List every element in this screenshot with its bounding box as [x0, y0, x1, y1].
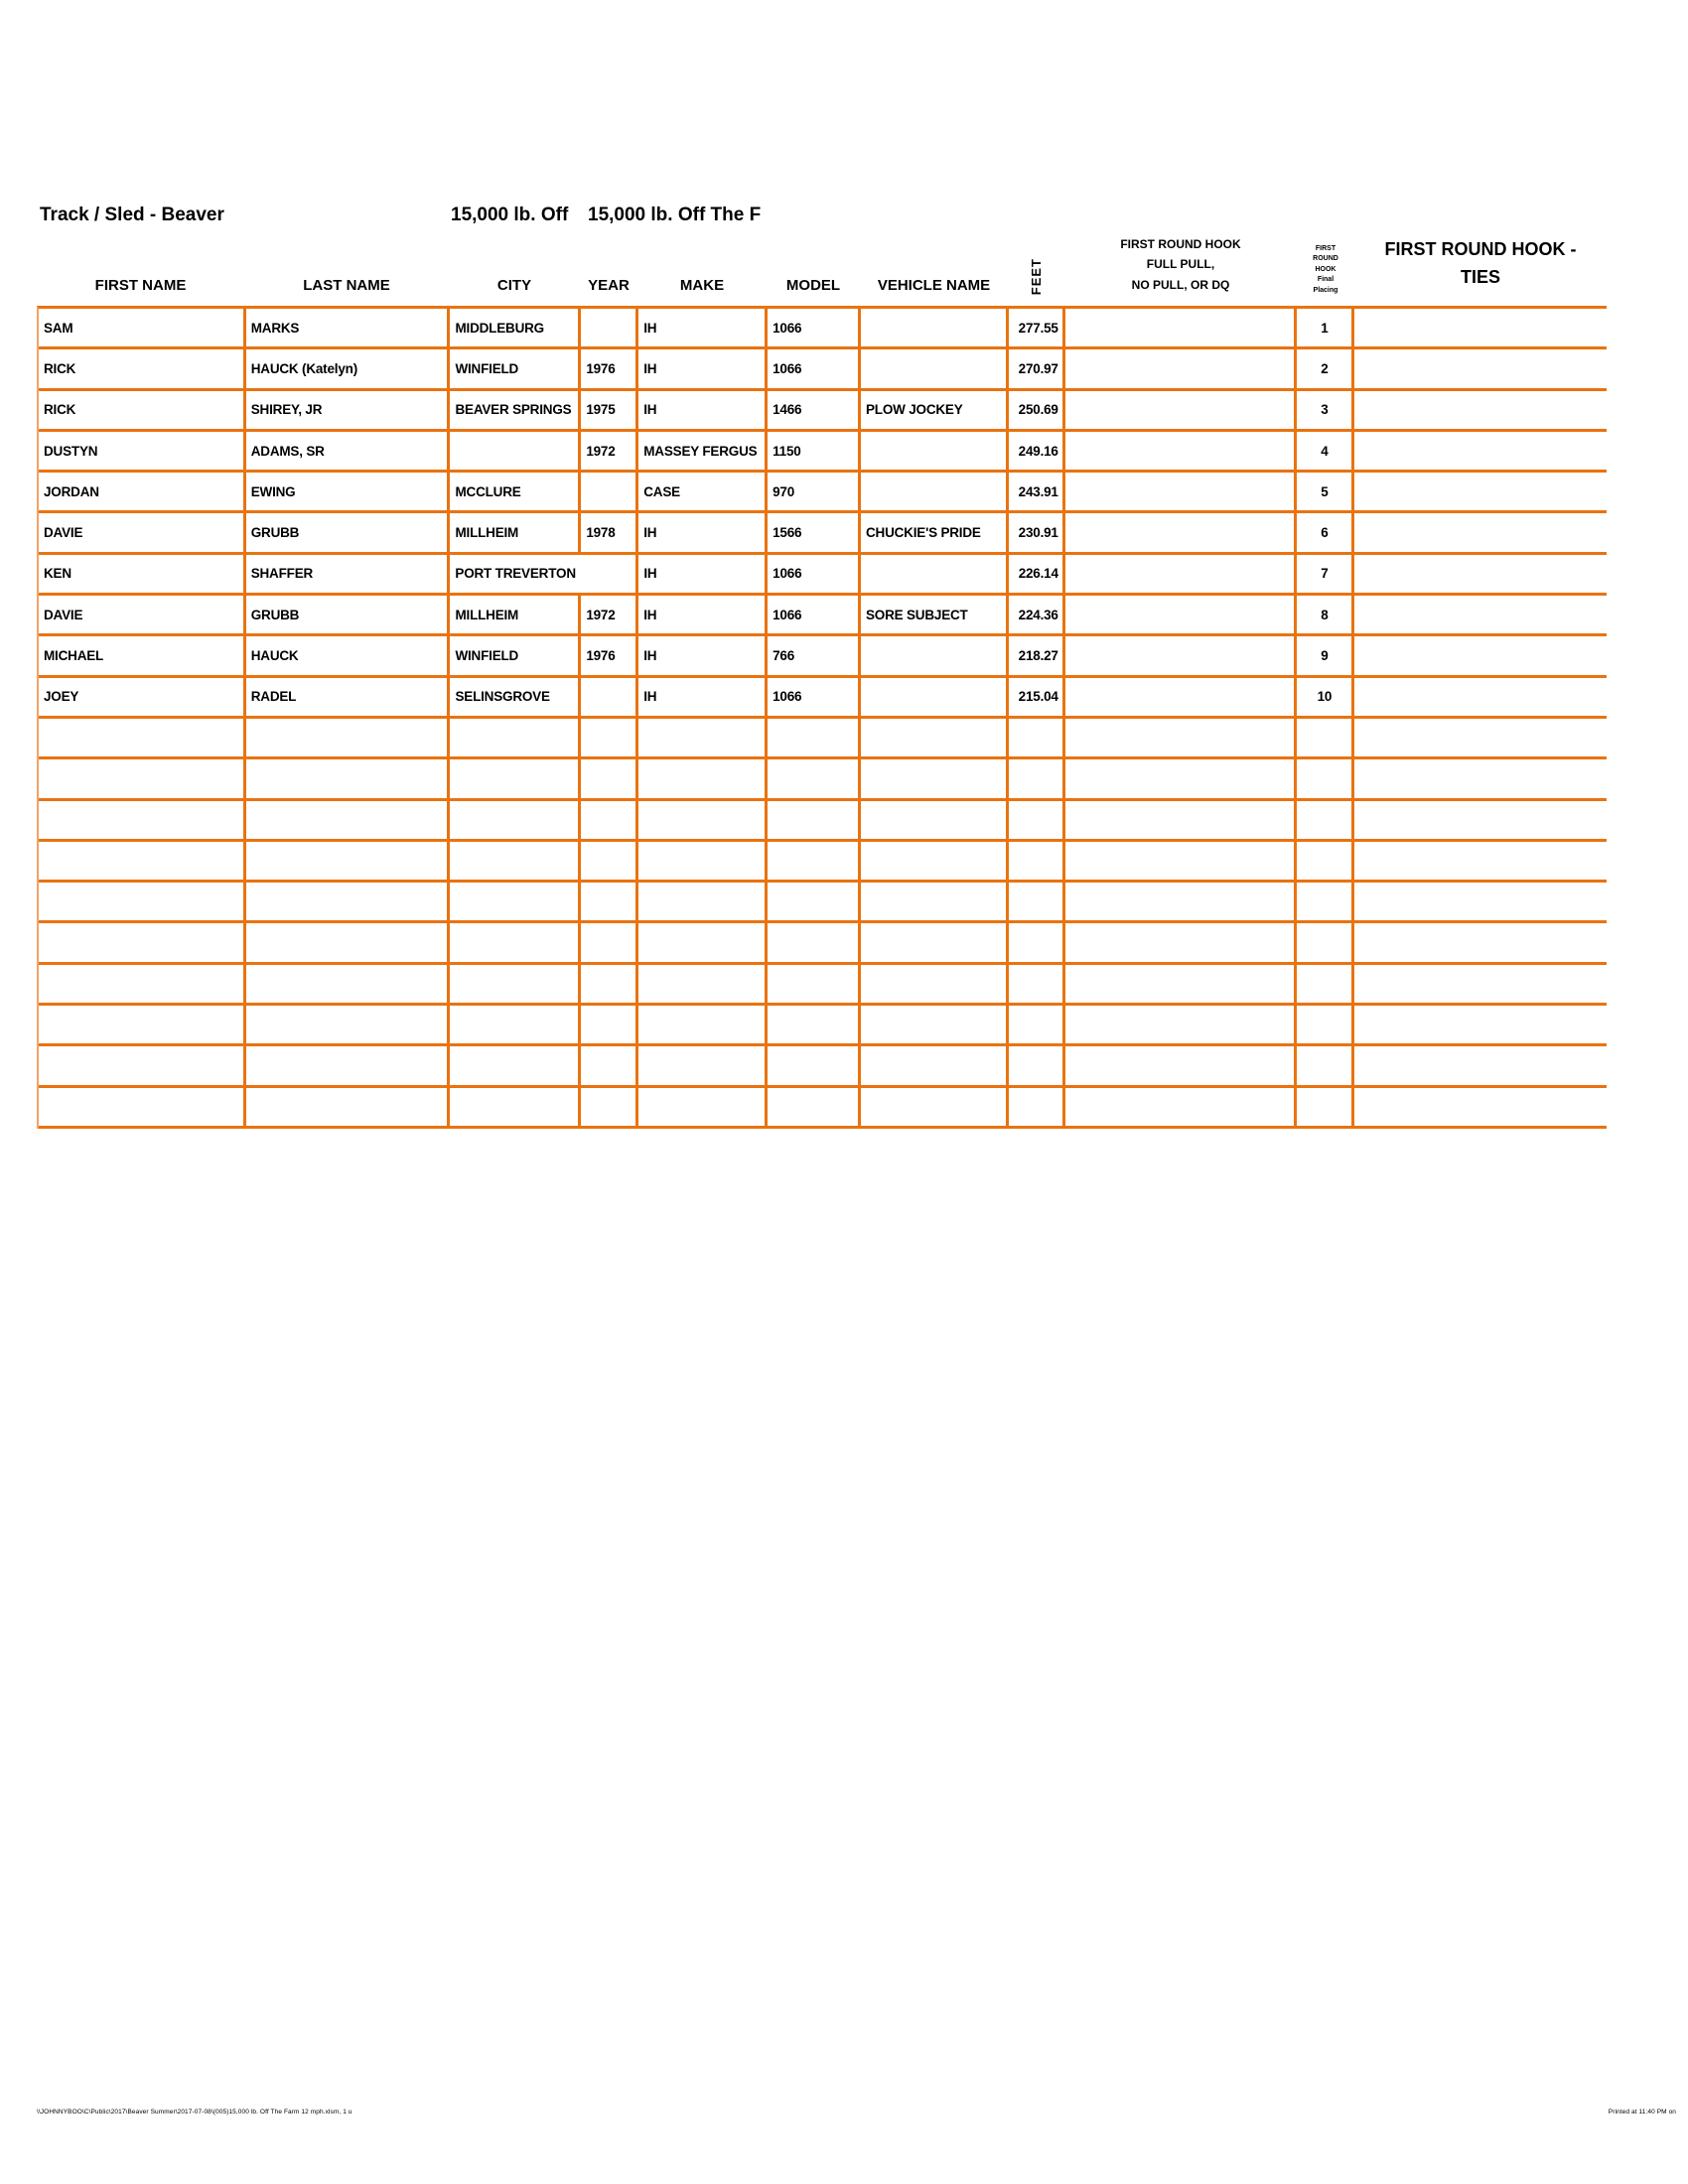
cell-feet: 230.91 — [1009, 513, 1065, 551]
cell-make: IH — [638, 349, 768, 387]
cell-first: DAVIE — [39, 596, 246, 633]
cell-model: 1066 — [768, 309, 861, 346]
table-row — [39, 309, 1607, 349]
cell-year — [581, 1046, 638, 1084]
cell-first: JOEY — [39, 678, 246, 716]
cell-city: WINFIELD — [450, 349, 581, 387]
cell-make: IH — [638, 678, 768, 716]
cell-make — [638, 801, 768, 839]
cell-make: IH — [638, 555, 768, 593]
cell-feet: 277.55 — [1009, 309, 1065, 346]
results-table — [37, 306, 1607, 1129]
cell-ties — [1354, 309, 1607, 346]
cell-year — [581, 1088, 638, 1126]
cell-year: 1976 — [581, 636, 638, 674]
cell-make — [638, 719, 768, 756]
cell-feet — [1009, 965, 1065, 1003]
cell-year — [581, 719, 638, 756]
table-row — [39, 513, 1607, 554]
cell-vehicle — [861, 309, 1009, 346]
cell-first: RICK — [39, 349, 246, 387]
cell-city — [450, 1046, 581, 1084]
cell-first — [39, 801, 246, 839]
cell-vehicle — [861, 759, 1009, 797]
cell-model — [768, 801, 861, 839]
cell-vehicle — [861, 965, 1009, 1003]
cell-city: MCCLURE — [450, 473, 581, 510]
cell-city — [450, 759, 581, 797]
cell-last: RADEL — [246, 678, 451, 716]
cell-hook — [1065, 1006, 1298, 1043]
cell-model — [768, 1006, 861, 1043]
cell-feet — [1009, 1006, 1065, 1043]
table-row — [39, 349, 1607, 390]
cell-place: 2 — [1297, 349, 1354, 387]
cell-make: MASSEY FERGUS — [638, 432, 768, 470]
cell-city — [450, 801, 581, 839]
cell-place — [1297, 759, 1354, 797]
cell-feet: 215.04 — [1009, 678, 1065, 716]
cell-year: 1975 — [581, 391, 638, 429]
cell-first — [39, 1088, 246, 1126]
cell-vehicle: CHUCKIE'S PRIDE — [861, 513, 1009, 551]
column-header-feet — [1008, 230, 1064, 300]
cell-ties — [1354, 349, 1607, 387]
cell-first: SAM — [39, 309, 246, 346]
cell-place: 5 — [1297, 473, 1354, 510]
cell-place: 10 — [1297, 678, 1354, 716]
event-name-label: 15,000 lb. Off The F — [588, 205, 762, 225]
cell-year — [581, 1006, 638, 1043]
cell-vehicle — [861, 923, 1009, 961]
placing-header-line: FIRST — [1315, 244, 1336, 252]
cell-make — [638, 1006, 768, 1043]
column-header-make: MAKE — [679, 277, 725, 294]
table-row — [39, 596, 1607, 636]
cell-last — [246, 923, 451, 961]
cell-year: 1972 — [581, 432, 638, 470]
cell-place: 6 — [1297, 513, 1354, 551]
cell-vehicle — [861, 842, 1009, 880]
cell-make: IH — [638, 513, 768, 551]
cell-ties — [1354, 801, 1607, 839]
cell-ties — [1354, 473, 1607, 510]
cell-last: HAUCK — [246, 636, 451, 674]
cell-place — [1297, 801, 1354, 839]
cell-ties — [1354, 923, 1607, 961]
cell-hook — [1065, 801, 1298, 839]
cell-first: DAVIE — [39, 513, 246, 551]
hook-header-line: FIRST ROUND HOOK — [1120, 236, 1241, 251]
cell-vehicle — [861, 432, 1009, 470]
cell-hook — [1065, 842, 1298, 880]
cell-ties — [1354, 678, 1607, 716]
cell-year — [581, 555, 638, 593]
cell-hook — [1065, 759, 1298, 797]
cell-year — [581, 883, 638, 920]
table-row-empty — [39, 1088, 1607, 1129]
cell-place: 4 — [1297, 432, 1354, 470]
cell-year: 1972 — [581, 596, 638, 633]
cell-year: 1976 — [581, 349, 638, 387]
cell-vehicle — [861, 883, 1009, 920]
cell-model — [768, 923, 861, 961]
cell-place: 3 — [1297, 391, 1354, 429]
cell-first — [39, 923, 246, 961]
cell-year — [581, 801, 638, 839]
cell-year — [581, 678, 638, 716]
cell-make — [638, 883, 768, 920]
cell-place: 7 — [1297, 555, 1354, 593]
cell-model: 1466 — [768, 391, 861, 429]
cell-city — [450, 1006, 581, 1043]
cell-make — [638, 759, 768, 797]
cell-city: BEAVER SPRINGS — [450, 391, 581, 429]
cell-make — [638, 923, 768, 961]
cell-hook — [1065, 678, 1298, 716]
cell-model: 1066 — [768, 596, 861, 633]
cell-place — [1297, 1006, 1354, 1043]
cell-hook — [1065, 555, 1298, 593]
cell-hook — [1065, 1046, 1298, 1084]
table-row — [39, 555, 1607, 596]
table-row-empty — [39, 1006, 1607, 1046]
cell-feet: 270.97 — [1009, 349, 1065, 387]
cell-model: 1066 — [768, 555, 861, 593]
cell-ties — [1354, 1088, 1607, 1126]
cell-vehicle — [861, 719, 1009, 756]
cell-feet — [1009, 923, 1065, 961]
cell-last: GRUBB — [246, 513, 451, 551]
cell-make — [638, 842, 768, 880]
cell-city: MILLHEIM — [450, 596, 581, 633]
cell-hook — [1065, 719, 1298, 756]
cell-hook — [1065, 923, 1298, 961]
cell-place — [1297, 965, 1354, 1003]
cell-feet: 226.14 — [1009, 555, 1065, 593]
cell-make: IH — [638, 391, 768, 429]
cell-city — [450, 432, 581, 470]
cell-model — [768, 965, 861, 1003]
cell-last — [246, 883, 451, 920]
cell-ties — [1354, 391, 1607, 429]
cell-ties — [1354, 636, 1607, 674]
table-row-empty — [39, 965, 1607, 1006]
cell-place: 9 — [1297, 636, 1354, 674]
cell-place — [1297, 1088, 1354, 1126]
cell-model: 1150 — [768, 432, 861, 470]
cell-year: 1978 — [581, 513, 638, 551]
cell-year — [581, 965, 638, 1003]
cell-first: MICHAEL — [39, 636, 246, 674]
cell-feet — [1009, 1088, 1065, 1126]
file-path-footer: \\JOHNNYBOO\C\Public\2017\Beaver Summer\2017-07-08\(005)15,000 lb. Off The Farm 12 mph.xlsm, 1 u — [37, 2109, 352, 2116]
sheet-title: Track / Sled - Beaver — [40, 205, 224, 225]
cell-last: EWING — [246, 473, 451, 510]
column-header-ties — [1354, 230, 1607, 300]
cell-make: IH — [638, 596, 768, 633]
cell-last: HAUCK (Katelyn) — [246, 349, 451, 387]
cell-vehicle — [861, 1046, 1009, 1084]
cell-last — [246, 1006, 451, 1043]
column-header-first-round-hook — [1064, 230, 1297, 300]
feet-rotated-label: FEET — [1028, 257, 1044, 295]
cell-ties — [1354, 1046, 1607, 1084]
cell-city: PORT TREVERTON — [455, 566, 576, 582]
cell-last: SHAFFER — [246, 555, 451, 593]
placing-header-line: HOOK — [1315, 265, 1336, 273]
cell-vehicle — [861, 1088, 1009, 1126]
cell-vehicle — [861, 349, 1009, 387]
hook-header-line: FULL PULL, — [1146, 257, 1215, 272]
cell-make — [638, 1088, 768, 1126]
cell-vehicle: PLOW JOCKEY — [861, 391, 1009, 429]
cell-city: MIDDLEBURG — [450, 309, 581, 346]
cell-last: GRUBB — [246, 596, 451, 633]
cell-hook — [1065, 965, 1298, 1003]
table-row-empty — [39, 759, 1607, 800]
placing-header-line: Final — [1317, 276, 1335, 283]
cell-first — [39, 842, 246, 880]
cell-last — [246, 842, 451, 880]
cell-ties — [1354, 759, 1607, 797]
table-row — [39, 473, 1607, 513]
cell-place: 1 — [1297, 309, 1354, 346]
cell-ties — [1354, 1006, 1607, 1043]
placing-header-line: ROUND — [1313, 255, 1338, 262]
cell-feet — [1009, 801, 1065, 839]
table-row — [39, 678, 1607, 719]
ties-header-line: FIRST ROUND HOOK - — [1384, 239, 1577, 260]
cell-feet: 224.36 — [1009, 596, 1065, 633]
table-row — [39, 636, 1607, 677]
cell-feet — [1009, 759, 1065, 797]
cell-make — [638, 965, 768, 1003]
cell-feet: 250.69 — [1009, 391, 1065, 429]
cell-feet — [1009, 842, 1065, 880]
table-row-empty — [39, 883, 1607, 923]
cell-last — [246, 965, 451, 1003]
cell-make: IH — [638, 636, 768, 674]
cell-model: 766 — [768, 636, 861, 674]
cell-first: KEN — [39, 555, 246, 593]
cell-feet: 249.16 — [1009, 432, 1065, 470]
cell-feet — [1009, 1046, 1065, 1084]
cell-city: SELINSGROVE — [450, 678, 581, 716]
cell-ties — [1354, 965, 1607, 1003]
cell-first: DUSTYN — [39, 432, 246, 470]
cell-last — [246, 719, 451, 756]
cell-hook — [1065, 1088, 1298, 1126]
cell-ties — [1354, 555, 1607, 593]
cell-year — [581, 309, 638, 346]
cell-ties — [1354, 513, 1607, 551]
cell-year — [581, 842, 638, 880]
column-header-year: YEAR — [588, 277, 630, 294]
cell-place: 8 — [1297, 596, 1354, 633]
cell-hook — [1065, 513, 1298, 551]
column-header-final-placing — [1297, 230, 1354, 300]
cell-hook — [1065, 349, 1298, 387]
cell-last — [246, 1046, 451, 1084]
cell-vehicle — [861, 1006, 1009, 1043]
cell-first — [39, 1006, 246, 1043]
cell-year — [581, 923, 638, 961]
weight-class-label: 15,000 lb. Off — [451, 205, 569, 225]
cell-ties — [1354, 596, 1607, 633]
cell-place — [1297, 719, 1354, 756]
cell-feet — [1009, 719, 1065, 756]
cell-make: CASE — [638, 473, 768, 510]
cell-hook — [1065, 596, 1298, 633]
cell-city: MILLHEIM — [450, 513, 581, 551]
cell-first — [39, 965, 246, 1003]
cell-city — [450, 883, 581, 920]
cell-model — [768, 1046, 861, 1084]
cell-hook — [1065, 883, 1298, 920]
cell-model: 970 — [768, 473, 861, 510]
column-header-first-name: FIRST NAME — [94, 277, 187, 294]
cell-feet: 243.91 — [1009, 473, 1065, 510]
table-row-empty — [39, 801, 1607, 842]
cell-make: IH — [638, 309, 768, 346]
cell-hook — [1065, 432, 1298, 470]
cell-ties — [1354, 883, 1607, 920]
table-row-empty — [39, 1046, 1607, 1087]
cell-city — [450, 1088, 581, 1126]
table-row — [39, 391, 1607, 432]
column-header-vehicle-name: VEHICLE NAME — [877, 277, 991, 294]
cell-last: ADAMS, SR — [246, 432, 451, 470]
cell-vehicle — [861, 555, 1009, 593]
cell-city — [450, 719, 581, 756]
cell-place — [1297, 842, 1354, 880]
table-row-empty — [39, 923, 1607, 964]
cell-vehicle — [861, 473, 1009, 510]
cell-place — [1297, 1046, 1354, 1084]
cell-place — [1297, 923, 1354, 961]
cell-vehicle — [861, 678, 1009, 716]
cell-vehicle — [861, 801, 1009, 839]
cell-model — [768, 719, 861, 756]
hook-header-line: NO PULL, OR DQ — [1131, 277, 1230, 292]
cell-hook — [1065, 473, 1298, 510]
cell-feet — [1009, 883, 1065, 920]
column-header-last-name: LAST NAME — [303, 277, 390, 294]
cell-first — [39, 719, 246, 756]
cell-last — [246, 759, 451, 797]
table-row-empty — [39, 842, 1607, 883]
cell-model — [768, 1088, 861, 1126]
cell-model — [768, 759, 861, 797]
cell-last — [246, 1088, 451, 1126]
column-header-model: MODEL — [785, 277, 841, 294]
cell-model — [768, 883, 861, 920]
cell-vehicle — [861, 636, 1009, 674]
cell-feet: 218.27 — [1009, 636, 1065, 674]
cell-vehicle: SORE SUBJECT — [861, 596, 1009, 633]
cell-model: 1066 — [768, 678, 861, 716]
cell-hook — [1065, 309, 1298, 346]
cell-model — [768, 842, 861, 880]
cell-model: 1566 — [768, 513, 861, 551]
cell-year — [581, 759, 638, 797]
cell-city — [450, 923, 581, 961]
table-row-empty — [39, 719, 1607, 759]
cell-year — [581, 473, 638, 510]
column-header-city: CITY — [496, 277, 532, 294]
cell-city — [450, 965, 581, 1003]
cell-first: RICK — [39, 391, 246, 429]
cell-last: MARKS — [246, 309, 451, 346]
cell-last — [246, 801, 451, 839]
cell-place — [1297, 883, 1354, 920]
cell-ties — [1354, 842, 1607, 880]
cell-city — [450, 842, 581, 880]
cell-first — [39, 759, 246, 797]
ties-header-line: TIES — [1460, 267, 1500, 288]
cell-first — [39, 883, 246, 920]
cell-ties — [1354, 719, 1607, 756]
cell-hook — [1065, 391, 1298, 429]
cell-first: JORDAN — [39, 473, 246, 510]
cell-last: SHIREY, JR — [246, 391, 451, 429]
placing-header-line: Placing — [1313, 286, 1338, 294]
cell-make — [638, 1046, 768, 1084]
cell-model: 1066 — [768, 349, 861, 387]
cell-city: WINFIELD — [450, 636, 581, 674]
cell-first — [39, 1046, 246, 1084]
table-row — [39, 432, 1607, 473]
cell-ties — [1354, 432, 1607, 470]
cell-hook — [1065, 636, 1298, 674]
printed-timestamp: Printed at 11:40 PM on — [1608, 2109, 1676, 2116]
